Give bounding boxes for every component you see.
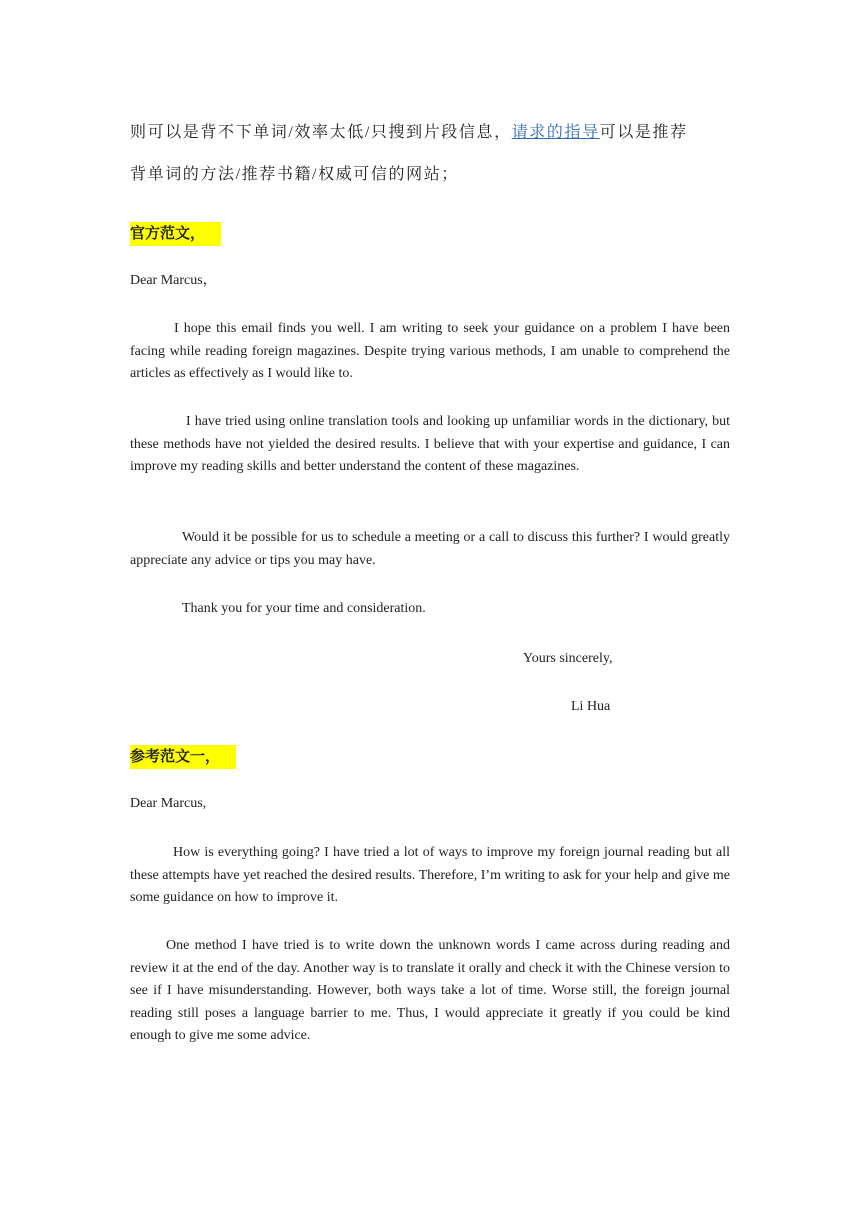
guidance-link[interactable]: 请求的指导 xyxy=(511,124,600,141)
reference1-heading: 参考范文一， xyxy=(130,745,236,769)
official-paragraph-3: Would it be possible for us to schedule a meeting or a call to discuss this further? I would greatly appreciate any advice or tips you may have. xyxy=(130,530,730,568)
intro-line-1-suffix: 可以是推荐 xyxy=(599,124,688,141)
official-paragraph-1: I hope this email finds you well. I am writing to seek your guidance on a problem I have been facing while reading foreign magazines. Despite trying various methods, I am unable to comprehend the articles as effectively as I would like to. xyxy=(130,321,730,381)
official-salutation: Dear Marcus， xyxy=(130,273,217,288)
official-paragraph-2: I have tried using online translation tools and looking up unfamiliar words in the dictionary, but these methods have not yielded the desired results. I believe that with your expertise and guidance, I can improve my reading skills and better understand the content of these magazines. xyxy=(130,414,730,474)
reference1-paragraph-1: How is everything going? I have tried a lot of ways to improve my foreign journal reading but all these attempts have yet reached the desired results. Therefore, I’m writing to ask for your help and give me some guidance on how to improve it. xyxy=(130,845,730,905)
official-signature: Li Hua xyxy=(571,699,611,714)
intro-line-1-prefix: 则可以是背不下单词/效率太低/只搜到片段信息， xyxy=(130,124,512,141)
intro-line-2: 背单词的方法/推荐书籍/权威可信的网站； xyxy=(130,166,459,183)
reference1-salutation: Dear Marcus, xyxy=(130,796,207,811)
intro-text xyxy=(130,112,730,196)
reference1-paragraph-2: One method I have tried is to write down the unknown words I came across during reading and review it at the end of the day. Another way is to translate it orally and check it with the Chinese version to see if I have misunderstanding. However, both ways take a lot of time. Worse still, the foreign journal reading still poses a language barrier to me. Thus, I would appreciate it greatly if you could be kind enough to give me some advice. xyxy=(130,938,730,1043)
official-heading: 官方范文， xyxy=(130,222,221,246)
official-closing: Yours sincerely, xyxy=(523,651,613,666)
official-paragraph-4: Thank you for your time and consideration. xyxy=(182,601,426,616)
intro-line-1 xyxy=(130,112,730,154)
